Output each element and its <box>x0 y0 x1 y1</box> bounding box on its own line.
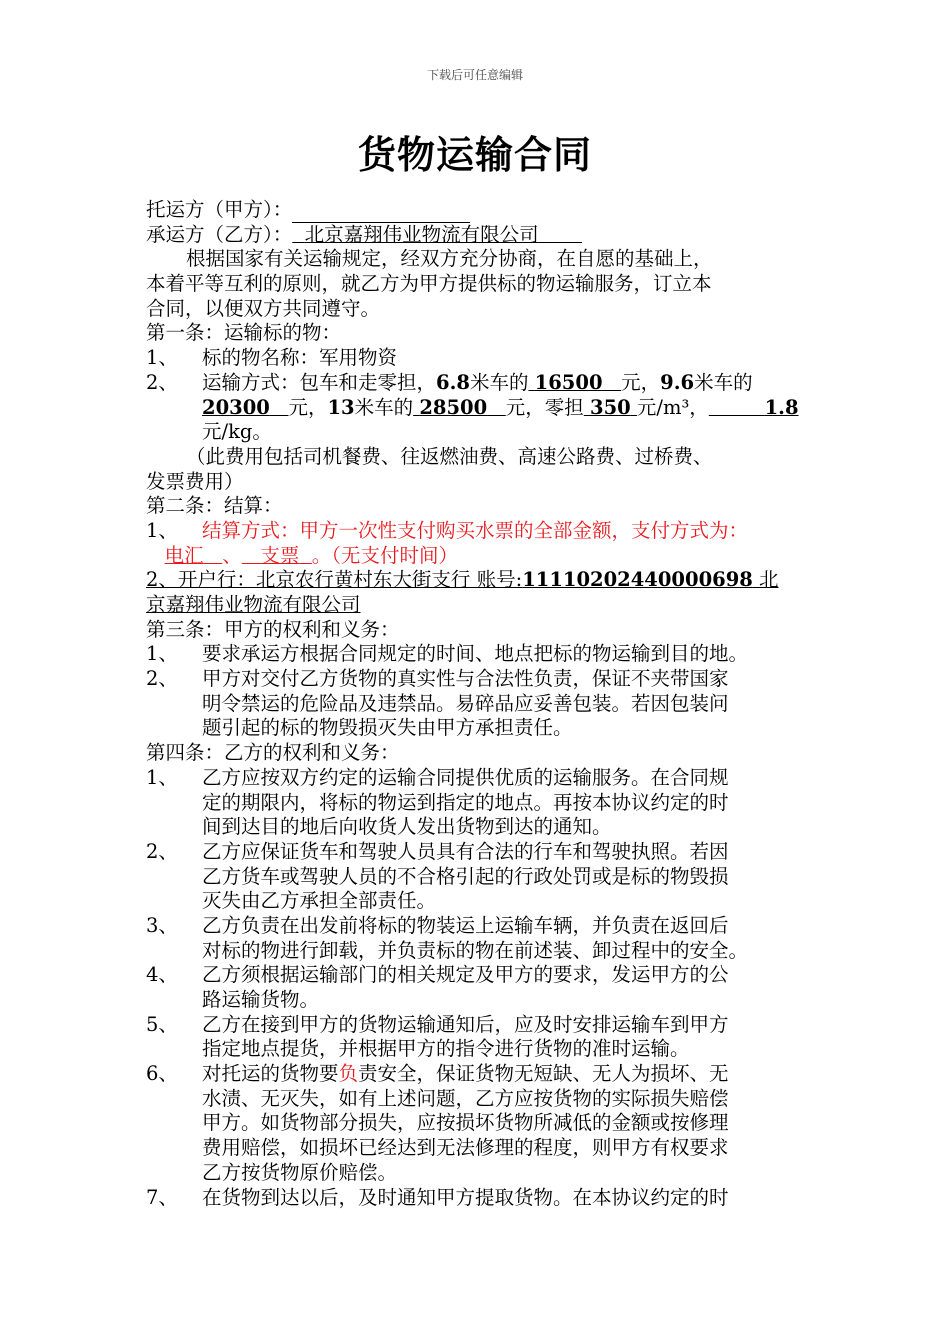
article-1-item-2-line-3: 元/kg。 <box>202 420 272 444</box>
article-2-item-2-line-2 <box>146 593 810 618</box>
account-holder: 京嘉翔伟业物流有限公司 <box>146 593 361 616</box>
article-4-item-6-line-1: 6、 对托运的货物要负责安全，保证货物无短缺、无人为损坏、无 <box>146 1062 729 1086</box>
article-1-item-1 <box>146 346 810 371</box>
article-3-heading: 第三条：甲方的权利和义务： <box>146 617 400 641</box>
article-4-item-2-line-1: 2、 乙方应保证货车和驾驶人员具有合法的行车和驾驶执照。若因 <box>146 839 729 863</box>
article-4-item-2-line-3: 灭失由乙方承担全部责任。 <box>202 889 437 913</box>
article-4-item-5-line-2: 指定地点提货，并根据甲方的指令进行货物的准时运输。 <box>202 1037 690 1061</box>
article-4-item-2-line-2: 乙方货车或驾驶人员的不合格引起的行政处罚或是标的物毁损 <box>202 864 729 888</box>
price-ltl-volume: 350 <box>590 395 631 419</box>
article-3-item-2-line-2: 明令禁运的危险品及违禁品。易碎品应妥善包装。若因包装问 <box>202 691 729 715</box>
item-text: 标的物名称：军用物资 <box>202 346 398 370</box>
article-1-heading: 第一条：运输标的物： <box>146 321 342 345</box>
article-4-item-6-line-4: 费用赔偿，如损坏已经达到无法修理的程度，则甲方有权要求 <box>202 1136 729 1160</box>
price-9-6m: 20300 <box>202 395 270 419</box>
party-a-blank <box>292 202 470 223</box>
party-b-label: 承运方（乙方）： <box>146 222 293 246</box>
party-a-label: 托运方（甲方）： <box>146 198 293 221</box>
article-2-item-1-line-1 <box>146 519 810 544</box>
highlighted-char: 负 <box>338 1062 359 1086</box>
intro-line-3: 合同，以便双方共同遵守。 <box>146 296 381 320</box>
payment-wire: 电汇 <box>164 543 204 567</box>
article-4-item-3-line-1: 3、 乙方负责在出发前将标的物装运上运输车辆，并负责在返回后 <box>146 913 729 937</box>
article-4-item-5-line-1: 5、 乙方在接到甲方的货物运输通知后，应及时安排运输车到甲方 <box>146 1012 729 1036</box>
party-b-line <box>146 223 810 248</box>
settlement-method: 结算方式：甲方一次性支付购买水票的全部金额，支付方式为： <box>202 518 749 542</box>
article-4-item-4-line-2: 路运输货物。 <box>202 988 320 1011</box>
article-4-item-3-line-2: 对标的物进行卸载，并负责标的物在前述装、卸过程中的安全。 <box>202 938 749 962</box>
article-4-item-1-line-1: 1、 乙方应按双方约定的运输合同提供优质的运输服务。在合同规 <box>146 765 729 789</box>
article-4-item-1-line-3: 间到达目的地后向收货人发出货物到达的通知。 <box>202 815 612 839</box>
article-1-note-line-2: 发票费用） <box>146 469 244 493</box>
article-2-item-2-line-1: 2、开户行：北京农行黄村东大街支行 账号:11110202440000698 北 <box>146 568 779 592</box>
article-1-item-2-line-2: 20300 元，13米车的 28500 元，零担 350 元/m³， 1.8 <box>202 395 799 419</box>
article-3-item-2-line-1: 2、 甲方对交付乙方货物的真实性与合法性负责，保证不夹带国家 <box>146 667 729 691</box>
page-header-note: 下载后可任意编辑 <box>426 68 523 82</box>
article-4-item-6-line-3: 甲方。如货物部分损失，应按损坏货物所减低的金额或按修理 <box>202 1111 729 1135</box>
article-4-heading: 第四条：乙方的权利和义务： <box>146 741 400 765</box>
article-2-item-1-line-2: 电汇 、 支票 。（无支付时间） <box>164 543 459 567</box>
price-6-8m: 16500 <box>534 370 603 394</box>
price-ltl-weight: 1.8 <box>764 395 799 419</box>
article-4-item-7-line-1: 7、 在货物到达以后，及时通知甲方提取货物。在本协议约定的时 <box>146 1185 729 1209</box>
document-title: 货物运输合同 <box>357 132 592 177</box>
bank-info: 2、开户行：北京农行黄村东大街支行 账号: <box>146 568 523 592</box>
article-4-item-6-line-5: 乙方按货物原价赔偿。 <box>202 1160 398 1184</box>
article-4-item-1-line-2: 定的期限内，将标的物运到指定的地点。再按本协议约定的时 <box>202 790 729 814</box>
article-4-item-4-line-1: 4、 乙方须根据运输部门的相关规定及甲方的要求，发运甲方的公 <box>146 963 729 987</box>
account-number: 11110202440000698 <box>522 568 753 592</box>
article-2-heading: 第二条：结算： <box>146 494 283 518</box>
item-number: 1、 <box>146 346 178 370</box>
article-4-item-6-line-2: 水渍、无灭失，如有上述问题，乙方应按货物的实际损失赔偿 <box>202 1086 729 1110</box>
article-3-item-1: 1、 要求承运方根据合同规定的时间、地点把标的物运输到目的地。 <box>146 642 749 666</box>
article-1-item-2-line-1: 2、 运输方式：包车和走零担，6.8米车的 16500 元，9.6米车的 <box>146 370 753 394</box>
contract-body <box>146 198 810 1210</box>
payment-check: 支票 <box>260 543 300 567</box>
article-1-note-line-1: （此费用包括司机餐费、往返燃油费、高速公路费、过桥费、 <box>186 444 713 468</box>
item-number: 2、 <box>146 370 178 394</box>
intro-line-1: 根据国家有关运输规定，经双方充分协商，在自愿的基础上， <box>186 247 713 271</box>
article-3-item-2-line-3: 题引起的标的物毁损灭失由甲方承担责任。 <box>202 716 573 740</box>
party-a-line <box>146 198 810 223</box>
price-13m: 28500 <box>419 395 488 419</box>
party-b-value: 北京嘉翔伟业物流有限公司 <box>304 222 539 246</box>
intro-line-2: 本着平等互利的原则，就乙方为甲方提供标的物运输服务，订立本 <box>146 272 712 296</box>
item-number: 1、 <box>146 518 178 542</box>
